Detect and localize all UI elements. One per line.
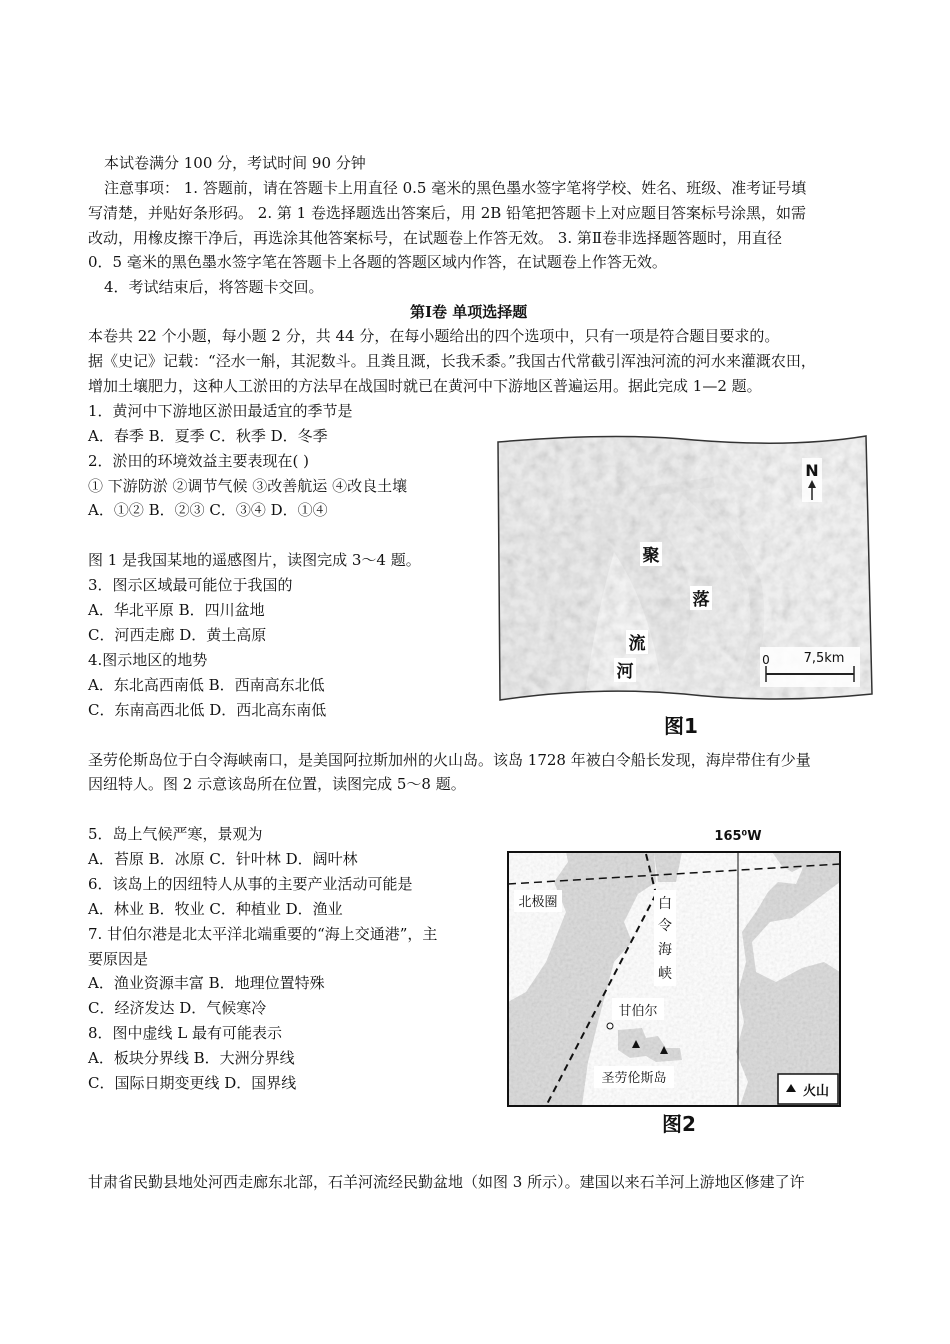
q4-options-1: A．东北高西南低 B．西南高东北低	[88, 676, 325, 694]
figure1-remote-sensing-image	[494, 432, 874, 704]
figure2-caption: 图2	[662, 1112, 696, 1136]
q3-options-2: C．河西走廊 D．黄土高原	[88, 626, 267, 644]
scale-zero: 0	[762, 653, 770, 667]
q2-options: A．①② B．②③ C．③④ D．①④	[88, 501, 328, 519]
passage3-line1: 圣劳伦斯岛位于白令海峡南口，是美国阿拉斯加州的火山岛。该岛 1728 年被白令船长发现，海岸带住有少量	[88, 751, 811, 769]
gambell-label: 甘伯尔	[618, 1004, 658, 1019]
section-intro: 本卷共 22 个小题，每小题 2 分，共 44 分，在每小题给出的四个选项中，只有一项是符合题目要求的。	[88, 327, 780, 345]
passage3-line2: 因纽特人。图 2 示意该岛所在位置，读图完成 5～8 题。	[88, 775, 466, 793]
q1-stem: 1．黄河中下游地区淤田最适宜的季节是	[88, 402, 353, 420]
q4-options-2: C．东南高西北低 D．西北高东南低	[88, 701, 327, 719]
q4-stem: 4.图示地区的地势	[88, 651, 208, 669]
q8-options-1: A．板块分界线 B．大洲分界线	[88, 1049, 295, 1067]
q5-options: A．苔原 B．冰原 C．针叶林 D．阔叶林	[88, 850, 358, 868]
figure2-map	[506, 822, 846, 1112]
label-ju: 聚	[642, 546, 660, 566]
island-label: 圣劳伦斯岛	[601, 1071, 667, 1086]
notice-line-2: 写清楚，并贴好条形码。 2. 第 1 卷选择题选出答案后，用 2B 铅笔把答题卡上对应题目答案标号涂黑，如需	[88, 204, 807, 222]
notice-line-4: 0．5 毫米的黑色墨水签字笔在答题卡上各题的答题区域内作答，在试题卷上作答无效。	[88, 253, 667, 271]
q8-options-2: C．国际日期变更线 D．国界线	[88, 1074, 297, 1092]
figure1-caption: 图1	[664, 714, 698, 738]
arctic-circle-label: 北极圈	[518, 895, 558, 910]
q7-options-2: C．经济发达 D．气候寒冷	[88, 999, 267, 1017]
label-liu: 流	[628, 634, 646, 654]
passage1-line1: 据《史记》记载：“泾水一斛，其泥数斗。且粪且溉，长我禾黍。”我国古代常截引浑浊河流的河水来灌溉农田，	[88, 352, 816, 370]
q5-stem: 5．岛上气候严寒，景观为	[88, 825, 263, 843]
label-luo: 落	[692, 590, 710, 610]
passage1-line2: 增加土壤肥力，这种人工淤田的方法早在战国时就已在黄河中下游地区普遍运用。据此完成 1—2 题。	[88, 377, 762, 395]
notice-line-3: 改动，用橡皮擦干净后，再选涂其他答案标号，在试题卷上作答无效。 3. 第Ⅱ卷非选择题答题时，用直径	[88, 229, 783, 247]
q6-stem: 6．该岛上的因纽特人从事的主要产业活动可能是	[88, 875, 413, 893]
passage4-line1: 甘肃省民勤县地处河西走廊东北部，石羊河流经民勤盆地（如图 3 所示）。建国以来石羊河上游地区修建了许	[88, 1173, 805, 1191]
label-he: 河	[616, 662, 634, 682]
strait-label-4: 峡	[658, 966, 672, 982]
section-title: 第Ⅰ卷 单项选择题	[410, 303, 528, 321]
notice-line-5: 4．考试结束后，将答题卡交回。	[104, 278, 324, 296]
q8-stem: 8．图中虚线 L 最有可能表示	[88, 1024, 283, 1042]
q1-options: A．春季 B．夏季 C．秋季 D．冬季	[88, 427, 328, 445]
q2-stem: 2．淤田的环境效益主要表现在( )	[88, 452, 310, 470]
scale-label: 7,5km	[803, 651, 845, 666]
strait-label-3: 海	[658, 942, 672, 958]
score-info: 本试卷满分 100 分，考试时间 90 分钟	[104, 154, 366, 172]
q3-stem: 3．图示区域最可能位于我国的	[88, 576, 293, 594]
strait-label-2: 令	[658, 918, 672, 934]
longitude-label: 165⁰W	[714, 829, 762, 844]
q3-options-1: A．华北平原 B．四川盆地	[88, 601, 265, 619]
q7-stem-2: 要原因是	[88, 950, 149, 968]
legend-label: 火山	[802, 1084, 830, 1099]
notice-line-1: 注意事项： 1. 答题前，请在答题卡上用直径 0.5 毫米的黑色墨水签字笔将学校、姓名、班级、准考证号填	[104, 179, 807, 197]
strait-label-1: 白	[658, 896, 672, 912]
q7-options-1: A．渔业资源丰富 B．地理位置特殊	[88, 974, 325, 992]
passage2-line1: 图 1 是我国某地的遥感图片，读图完成 3～4 题。	[88, 551, 421, 569]
q7-stem-1: 7. 甘伯尔港是北太平洋北端重要的“海上交通港”，主	[88, 925, 438, 943]
q6-options: A．林业 B．牧业 C．种植业 D．渔业	[88, 900, 343, 918]
q2-items: ① 下游防淤 ②调节气候 ③改善航运 ④改良土壤	[88, 477, 408, 495]
north-label: N	[805, 461, 819, 480]
